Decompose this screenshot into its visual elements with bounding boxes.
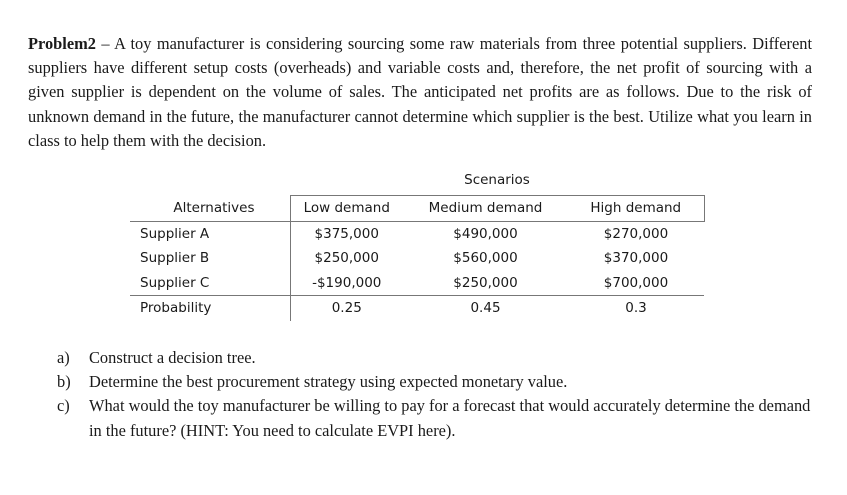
table-row <box>130 221 704 246</box>
header-alternatives: Alternatives <box>130 196 290 222</box>
probability-low: 0.25 <box>290 296 403 321</box>
row-label: Supplier C <box>140 274 210 291</box>
question-text: Construct a decision tree. <box>89 348 256 367</box>
payoff-table <box>130 195 705 321</box>
probability-high: 0.3 <box>568 296 704 321</box>
problem-statement <box>28 32 812 153</box>
cell-low: -$190,000 <box>290 271 403 296</box>
table-header-row <box>130 196 704 222</box>
cell-high: $370,000 <box>603 250 669 267</box>
cell-medium: $490,000 <box>453 225 518 242</box>
scenarios-header: Scenarios <box>464 172 530 188</box>
cell-low: $375,000 <box>290 221 403 246</box>
list-item <box>57 394 817 442</box>
question-text: What would the toy manufacturer be willing to pay for a forecast that would accurately determine the demand in the future? (HINT: You need to calculate EVPI here). <box>89 396 811 440</box>
row-label: Supplier B <box>140 250 210 267</box>
list-item <box>57 346 817 370</box>
header-low-demand: Low demand <box>290 196 403 222</box>
problem-text: – A toy manufacturer is considering sourcing some raw materials from three potential suppliers. Different suppliers have different setup costs (overheads) and variable costs and, therefore, the net profit of sourcing with a given supplier is dependent on the volume of sales. The anticipated net profits are as follows. Due to the risk of unknown demand in the future, the manufacturer cannot determine which supplier is the best. Utilize what you learn in class to help them with the decision. <box>28 34 812 150</box>
table-row <box>130 271 704 296</box>
cell-high: $700,000 <box>603 274 669 291</box>
cell-low: $250,000 <box>290 246 403 271</box>
problem-title: Problem2 <box>28 34 96 53</box>
question-text: Determine the best procurement strategy using expected monetary value. <box>89 372 568 392</box>
cell-medium: $250,000 <box>453 274 518 291</box>
question-list <box>57 346 817 443</box>
probability-medium: 0.45 <box>403 296 568 321</box>
row-label: Supplier A <box>140 225 210 242</box>
probability-label: Probability <box>130 296 290 321</box>
probability-row <box>130 296 704 321</box>
cell-high: $270,000 <box>603 225 669 242</box>
table-row <box>130 246 704 271</box>
cell-medium: $560,000 <box>453 250 518 267</box>
question-marker: b) <box>57 372 71 392</box>
header-high-demand: High demand <box>568 196 704 222</box>
list-item <box>57 370 817 394</box>
question-marker: a) <box>57 348 70 367</box>
question-marker: c) <box>57 396 70 416</box>
header-medium-demand: Medium demand <box>403 196 568 222</box>
